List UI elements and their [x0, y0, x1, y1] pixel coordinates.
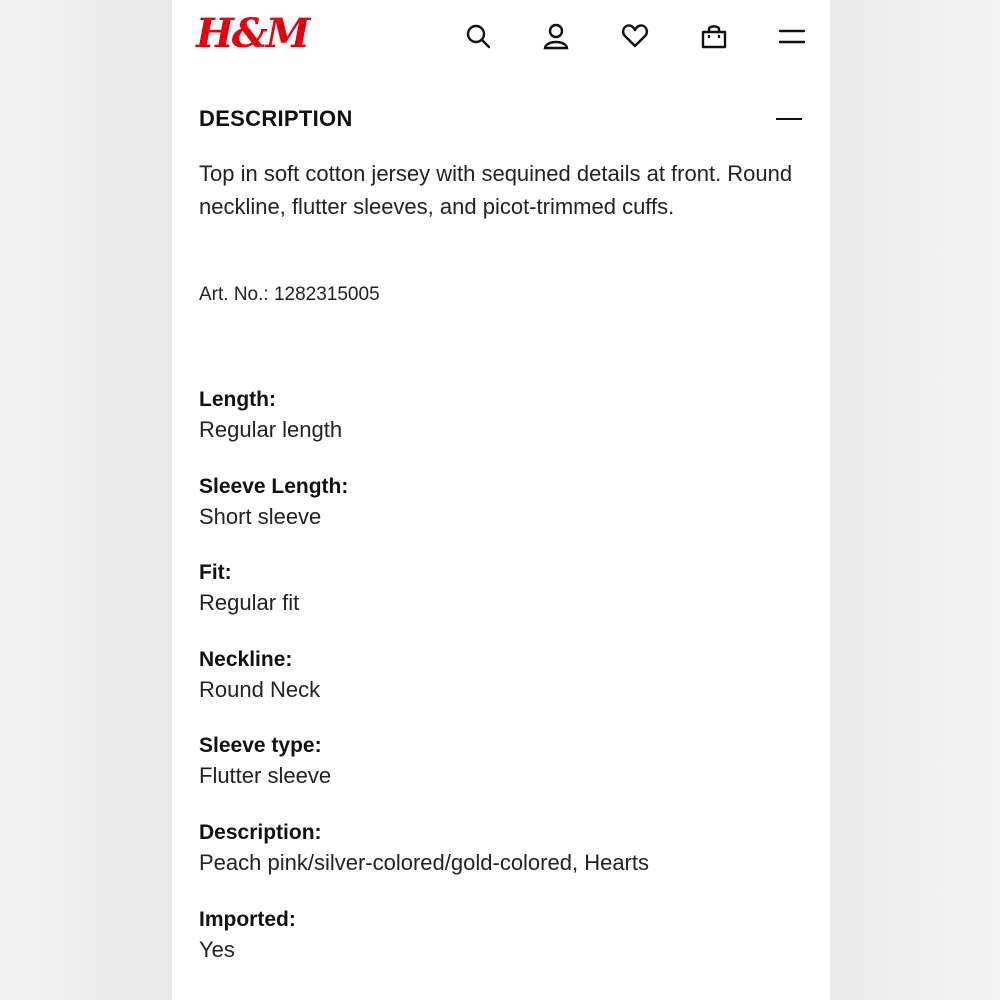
- attribute-value: Round Neck: [199, 676, 321, 702]
- top-nav: [172, 0, 830, 72]
- background-right: [830, 0, 1000, 1000]
- background-left: [0, 0, 172, 1000]
- attribute-label: Length:: [199, 388, 276, 411]
- attribute-value: Regular fit: [199, 590, 300, 616]
- account-icon[interactable]: [538, 18, 574, 54]
- attribute-item-fit: [199, 559, 809, 646]
- attribute-list: [199, 386, 809, 992]
- attribute-value: Peach pink/silver-colored/gold-colored, Hearts: [199, 849, 649, 875]
- attribute-item-sleeve-type: [199, 732, 809, 819]
- attribute-label: Sleeve type:: [199, 734, 322, 758]
- article-number: Art. No.: 1282315005: [199, 284, 380, 305]
- attribute-value: Regular length: [199, 417, 343, 442]
- attribute-label: Neckline:: [199, 647, 293, 671]
- description-text: Top in soft cotton jersey with sequined details at front. Round neckline, flutter sleeves, and picot-trimmed cuffs.: [199, 161, 793, 219]
- attribute-value: Short sleeve: [199, 503, 322, 529]
- menu-icon[interactable]: [774, 18, 810, 54]
- attribute-label: Sleeve Length:: [199, 474, 349, 498]
- attribute-item-description: [199, 819, 809, 906]
- attribute-item-neckline: [199, 646, 809, 733]
- favorites-icon[interactable]: [617, 18, 653, 54]
- attribute-label: Description:: [199, 820, 322, 844]
- attribute-label: Fit:: [199, 561, 232, 585]
- brand-logo[interactable]: H&M: [196, 10, 309, 57]
- attribute-item-sleeve-length: [199, 473, 809, 560]
- collapse-icon[interactable]: [775, 110, 803, 128]
- attribute-item-imported: [199, 906, 809, 993]
- attribute-value: Flutter sleeve: [199, 763, 332, 789]
- description-title: DESCRIPTION: [199, 106, 353, 131]
- attribute-label: Imported:: [199, 907, 296, 931]
- description-accordion-header[interactable]: [199, 104, 809, 134]
- search-icon[interactable]: [460, 18, 496, 54]
- attribute-value: Yes: [199, 936, 235, 962]
- bag-icon[interactable]: [696, 18, 732, 54]
- product-page: [172, 0, 830, 1000]
- attribute-item-length: [199, 386, 809, 473]
